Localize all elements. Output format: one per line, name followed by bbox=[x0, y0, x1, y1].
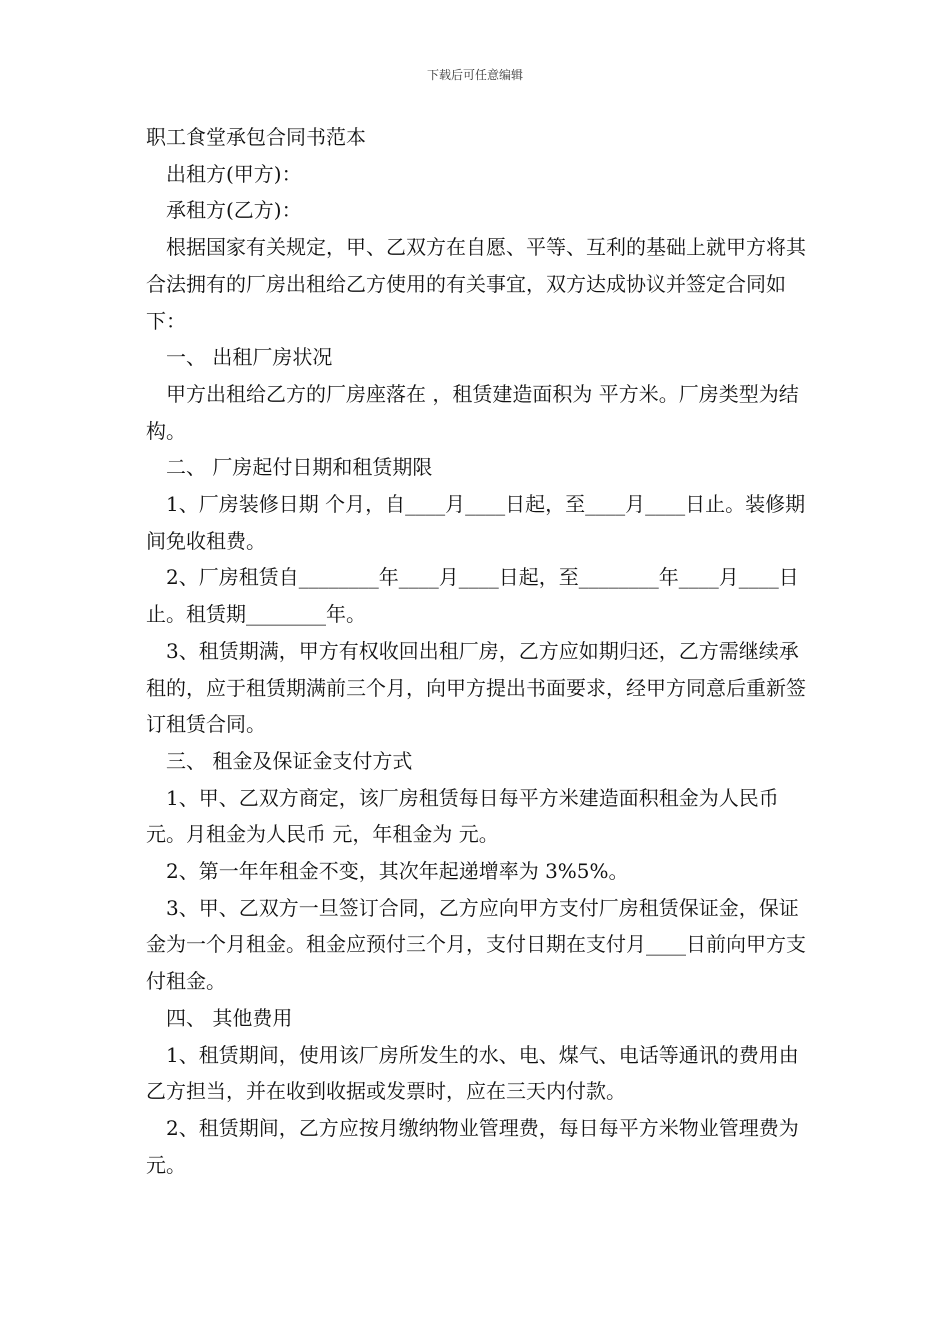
party-a-line: 出租方(甲方)： bbox=[166, 161, 302, 186]
clause-2-2: 2、厂房租赁自________年____月____日起，至________年____月____日止。租赁期________年。 bbox=[146, 565, 799, 627]
party-b-line: 承租方(乙方)： bbox=[166, 198, 302, 223]
clause-3-3: 3、甲、乙双方一旦签订合同，乙方应向甲方支付厂房租赁保证金，保证金为一个月租金。租金应预付三个月，支付日期在支付月____日前向甲方支付租金。 bbox=[146, 895, 806, 994]
section-heading-3: 三、 租金及保证金支付方式 bbox=[166, 748, 413, 773]
clause-4-2: 2、租赁期间，乙方应按月缴纳物业管理费，每日每平方米物业管理费为 元。 bbox=[146, 1115, 799, 1177]
section-heading-2: 二、 厂房起付日期和租赁期限 bbox=[166, 455, 433, 480]
section-1-paragraph: 甲方出租给乙方的厂房座落在 ，租赁建造面积为 平方米。厂房类型为结构。 bbox=[146, 381, 799, 443]
header-note: 下载后可任意编辑 bbox=[426, 68, 523, 82]
clause-2-3: 3、租赁期满，甲方有权收回出租厂房，乙方应如期归还，乙方需继续承租的，应于租赁期满前三个月，向甲方提出书面要求，经甲方同意后重新签订租赁合同。 bbox=[146, 638, 806, 737]
section-heading-1: 一、 出租厂房状况 bbox=[166, 345, 333, 370]
clause-3-2: 2、第一年年租金不变，其次年起递增率为 3%5%。 bbox=[166, 859, 629, 884]
document-title: 职工食堂承包合同书范本 bbox=[146, 125, 366, 149]
section-heading-4: 四、 其他费用 bbox=[166, 1005, 293, 1030]
clause-2-1: 1、厂房装修日期 个月，自____月____日起，至____月____日止。装修期间免收租费。 bbox=[146, 492, 806, 553]
document-body bbox=[146, 119, 810, 1183]
clause-4-1: 1、租赁期间，使用该厂房所发生的水、电、煤气、电话等通讯的费用由乙方担当，并在收到收据或发票时，应在三天内付款。 bbox=[146, 1042, 799, 1104]
clause-3-1: 1、甲、乙双方商定，该厂房租赁每日每平方米建造面积租金为人民币 元。月租金为人民币 元，年租金为 元。 bbox=[146, 785, 779, 847]
preamble-paragraph: 根据国家有关规定，甲、乙双方在自愿、平等、互利的基础上就甲方将其合法拥有的厂房出租给乙方使用的有关事宜，双方达成协议并签定合同如下： bbox=[146, 235, 806, 333]
